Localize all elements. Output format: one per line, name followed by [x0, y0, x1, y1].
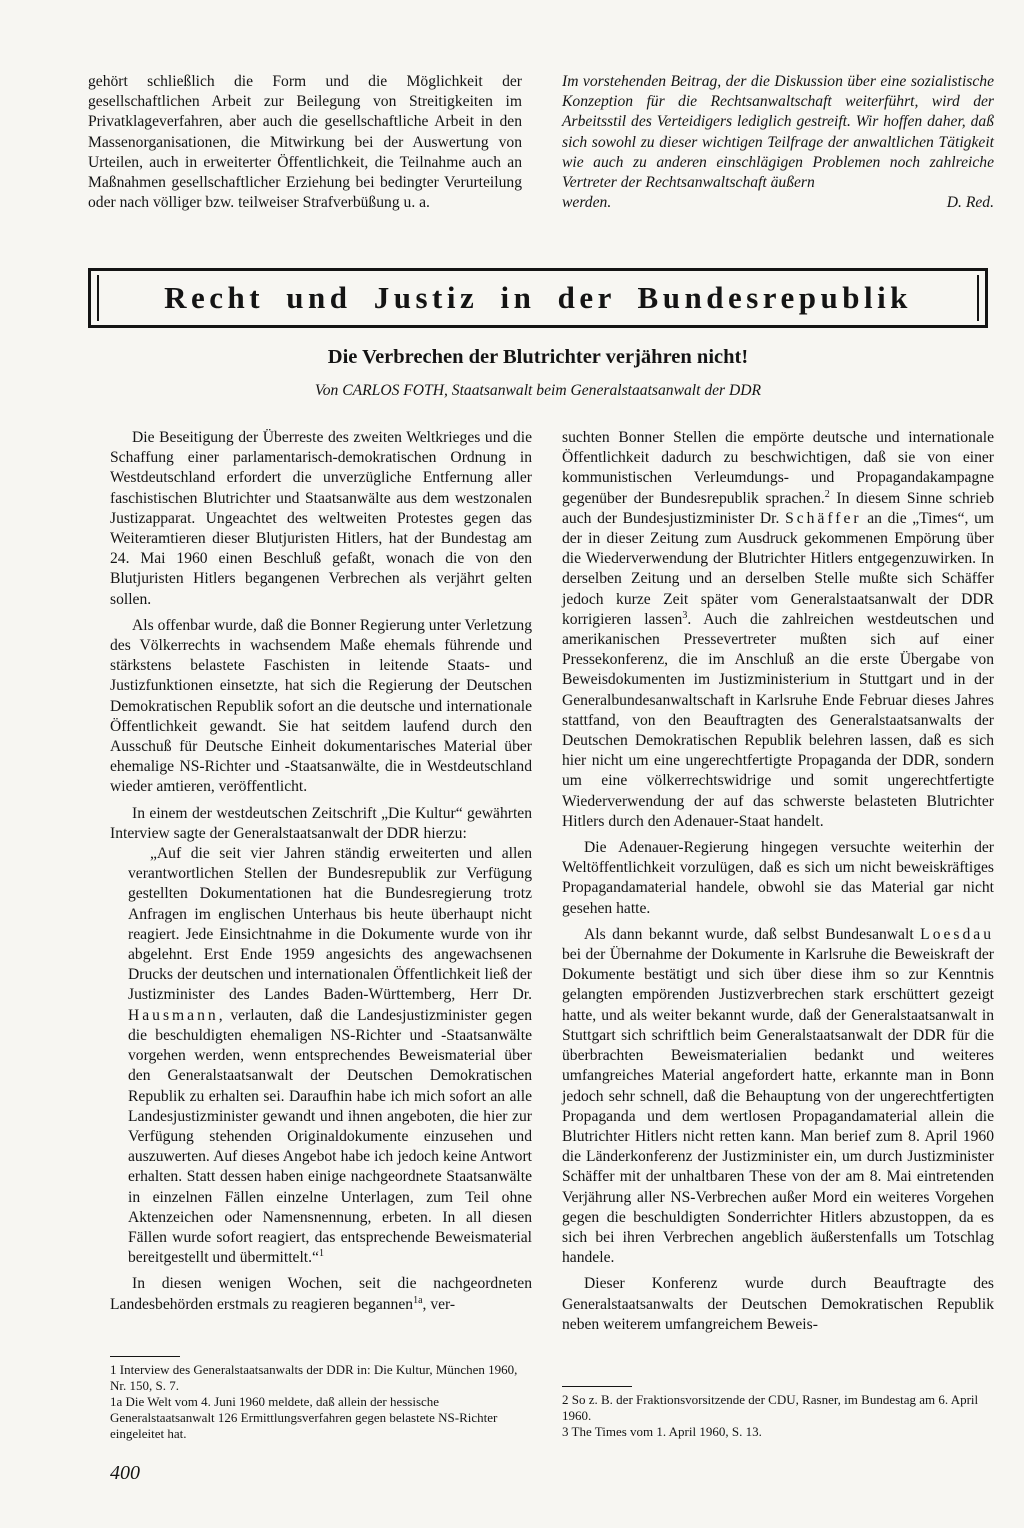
article-column-left	[110, 428, 532, 1315]
quote-text: , verlauten, daß die Landesjustizminister gegen die beschuldigten ehemaligen NS-Richter und -Staatsanwälte vorgehen werden, wenn entsprechendes Beweismaterial über den Generalstaatsanwalt der Deutschen Demokratischen Republik zu erhalten sei. Daraufhin habe ich mich sofort an alle Landesjustizminister gewandt und ihnen angeboten, die hier zur Verfügung stehenden Originaldokumente einzusehen und auszuwerten. Auf dieses Angebot habe ich jedoch keine Antwort erhalten. Statt dessen haben einige nachgeordnete Staatsanwälte in einzelnen Fällen einzelne Unterlagen, zum Teil ohne Aktenzeichen oder Namensnennung, erbeten. In all diesen Fällen wurde sofort reagiert, das entsprechende Beweismaterial bereitgestellt und übermittelt.“	[128, 1006, 532, 1267]
paragraph-text: bei der Übernahme der Dokumente in Karlsruhe die Beweiskraft der Dokumente bestätigt und sich über diese ihm so zur Kenntnis gelangten empörenden Justizverbrechen stark erschüttert gezeigt hatte, und als weiter bekannt wurde, daß der Generalstaatsanwalt in Stuttgart sich schriftlich beim Generalstaatsanwalt der DDR für die überbrachten Beweismaterialien bedankt und weiteres umfangreiches Material angefordert hatte, erkannte man in Bonn jedoch sehr schnell, daß die Behauptung von der ungerechtfertigten Propaganda und dem wertlosen Propagandamaterial allein die Blutrichter Hitlers nicht retten kann. Man berief zum 8. April 1960 die Länderkonferenz der Justizminister ein, um durch Justizminister Schäffer mit der unhaltbaren These von der am 8. Mai eintretenden Verjährung aller NS-Verbrechen außer Mord ein weiteres Vorgehen gegen die beschuldigten Sonderrichter Hitlers abzustoppen, da es sich bei ihren Verbrechen angeblich äußerstenfalls um Totschlag handele.	[562, 946, 994, 1267]
paragraph-text: In diesem Sinne schrieb auch der Bundesjustizminister Dr.	[562, 489, 995, 527]
paragraph: Dieser Konferenz wurde durch Beauftragte des Generalstaatsanwalts der Deutschen Demokratischen Republik neben weiterem umfangreichem Beweis-	[562, 1275, 994, 1333]
paragraph-text: . Auch die zahlreichen westdeutschen und amerikanischen Pressevertreter mußten sich auf einer Pressekonferenz, die im Anschluß an die erste Übergabe von Beweisdokumenten im Justizministerium in Stuttgart und in der Generalbundesanwaltschaft in Karlsruhe Ende Februar dieses Jahres stattfand, von den Beauftragten des Generalstaatsanwalts der Deutschen Demokratischen Republik belehren lassen, daß es sich hier nicht um eine ungerechtfertigte Propaganda der DDR, sondern um eine völkerrechtswidrige und somit ungerechtfertigte Wiederverwendung der auf das schwerste belasteten Blutrichter Hitlers durch den Adenauer-Staat handelt.	[562, 610, 994, 830]
footnote-divider	[562, 1386, 632, 1387]
footnote: 2 So z. B. der Fraktionsvorsitzende der CDU, Rasner, im Bundestag am 6. April 1960.	[562, 1392, 979, 1423]
section-banner	[88, 268, 988, 328]
paragraph: In einem der westdeutschen Zeitschrift „Die Kultur“ gewährten Interview sagte der Generalstaatsanwalt der DDR hierzu:	[110, 804, 532, 842]
block-quote	[110, 844, 532, 1268]
person-name: Loesdau	[920, 925, 994, 943]
editorial-note-last-word: werden.	[562, 194, 612, 212]
paragraph	[562, 925, 994, 1268]
editorial-note	[562, 72, 994, 213]
article-column-right	[562, 428, 994, 1335]
quote-name: Hausmann	[128, 1006, 219, 1024]
paragraph: Die Beseitigung der Überreste des zweiten Weltkrieges und die Schaffung einer parlamentarisch-demokratischen Ordnung in Westdeutschland erfordert die unverzügliche Entfernung aller faschistischen Blutrichter und Staatsanwälte aus dem westzonalen Justizapparat. Ungeachtet des weltweiten Protestes gegen das Weiteramtieren dieser Blutjuristen Hitlers, hat der Bundestag am 24. Mai 1960 einen Beschluß gefaßt, wonach die von den Blutjuristen Hitlers begangenen Verbrechen als verjährt gelten sollen.	[110, 429, 532, 608]
footnote: 1 Interview des Generalstaatsanwalts der DDR in: Die Kultur, München 1960, Nr. 150, S. 7.	[110, 1362, 518, 1393]
paragraph: Als offenbar wurde, daß die Bonner Regierung unter Verletzung des Völkerrechts in wachsendem Maße ehemals führende und stärkstens belastete Faschisten in leitende Staats- und Justizfunktionen einsetzte, hat sich die Regierung der Deutschen Demokratischen Republik sofort an die deutsche und internationale Öffentlichkeit gewandt. Sie hat seitdem laufend durch den Ausschuß für Deutsche Einheit dokumentarisches Material über ehemalige NS-Richter und -Staatsanwälte, die in Westdeutschland wieder amtieren, veröffentlicht.	[110, 616, 532, 796]
section-title: Recht und Justiz in der Bundesrepublik	[164, 280, 912, 315]
footnote-ref: 3	[682, 609, 688, 621]
footnote-ref: 1a	[413, 1294, 423, 1306]
prior-article-paragraph: gehört schließlich die Form und die Möglichkeit der gesellschaftlichen Arbeit zur Beilegung von Streitigkeiten im Privatklageverfahren, aber auch die gesellschaftliche Arbeit in den Massenorganisationen, die Mitwirkung bei der Auswertung von Urteilen, auch in erweiterter Öffentlichkeit, die Teilnahme auch an Maßnahmen gesellschaftlicher Erziehung bei bedingter Verurteilung oder nach völliger bzw. teilweiser Strafverbüßung u. a.	[88, 73, 522, 212]
prior-article-ending	[88, 72, 522, 213]
page-number: 400	[110, 1462, 140, 1484]
footnotes-right	[562, 1392, 994, 1440]
person-name: Schäffer	[785, 509, 862, 527]
editorial-signature: D. Red.	[946, 194, 994, 212]
footnote: 1a Die Welt vom 4. Juni 1960 meldete, daß allein der hessische Generalstaatsanwalt 126 Ermittlungsverfahren gegen belastete NS-Richter eingeleitet hat.	[110, 1394, 498, 1441]
footnote-divider	[110, 1356, 180, 1357]
paragraph-text: an die „Times“, um der in dieser Zeitung zum Ausdruck gekommenen Empörung über die Wiederverwendung der Blutrichter Hitlers entgegenzuwirken. In derselben Zeitung und an derselben Stelle mußte sich Schäffer jedoch kurze Zeit später vom Generalstaatsanwalt der DDR korrigieren lassen	[562, 509, 994, 628]
article-headline: Die Verbrechen der Blutrichter verjähren nicht!	[327, 346, 749, 368]
paragraph	[110, 1274, 532, 1314]
paragraph: Die Adenauer-Regierung hingegen versuchte weiterhin der Weltöffentlichkeit vorzulügen, daß es sich um nicht beweiskräftiges Propagandamaterial handele, obwohl sie das Material gar nicht gesehen hatte.	[562, 839, 994, 917]
paragraph-text: , ver-	[422, 1295, 456, 1313]
paragraph	[562, 428, 994, 832]
article-byline: Von CARLOS FOTH, Staatsanwalt beim Generalstaatsanwalt der DDR	[314, 382, 762, 399]
paragraph-text: Als dann bekannt wurde, daß selbst Bundesanwalt	[584, 925, 914, 943]
editorial-note-text: Im vorstehenden Beitrag, der die Diskussion über eine sozialistische Konzeption für die Rechtsanwaltschaft weiterführt, wird der Arbeitsstil des Verteidigers lediglich gestreift. Wir hoffen daher, daß sich sowohl zu dieser wichtigen Teilfrage der anwaltlichen Tätigkeit wie auch zu anderen einschlägigen Problemen noch zahlreiche Vertreter der Rechtsanwaltschaft äußern	[562, 73, 994, 192]
footnote-ref: 1	[318, 1247, 324, 1259]
banner-inner-frame	[97, 275, 979, 321]
quote-text: „Auf die seit vier Jahren ständig erweiterten und allen verantwortlichen Stellen der Bundesrepublik zur Verfügung gestellten Dokumentationen hat die Bundesregierung trotz Anfragen im englischen Unterhaus bis heute überhaupt nicht reagiert. Jede Einsichtnahme in die Dokumente wurde von ihr abgelehnt. Erst Ende 1959 angesichts des angewachsenen Drucks der deutschen und internationalen Öffentlichkeit ließ der Justizminister des Landes Baden-Württemberg, Herr Dr.	[128, 845, 532, 1004]
footnote: 3 The Times vom 1. April 1960, S. 13.	[562, 1424, 762, 1439]
footnote-ref: 2	[824, 488, 830, 500]
paragraph-text: suchten Bonner Stellen die empörte deutsche und internationale Öffentlichkeit dadurch zu beschwichtigen, daß sie von einer kommunistischen Verleumdungs- und Propagandakampagne gegenüber der Bundesrepublik sprachen.	[562, 429, 994, 507]
footnotes-left	[110, 1362, 532, 1442]
paragraph-text: In diesen wenigen Wochen, seit die nachgeordneten Landesbehörden erstmals zu reagieren begannen	[110, 1275, 532, 1313]
